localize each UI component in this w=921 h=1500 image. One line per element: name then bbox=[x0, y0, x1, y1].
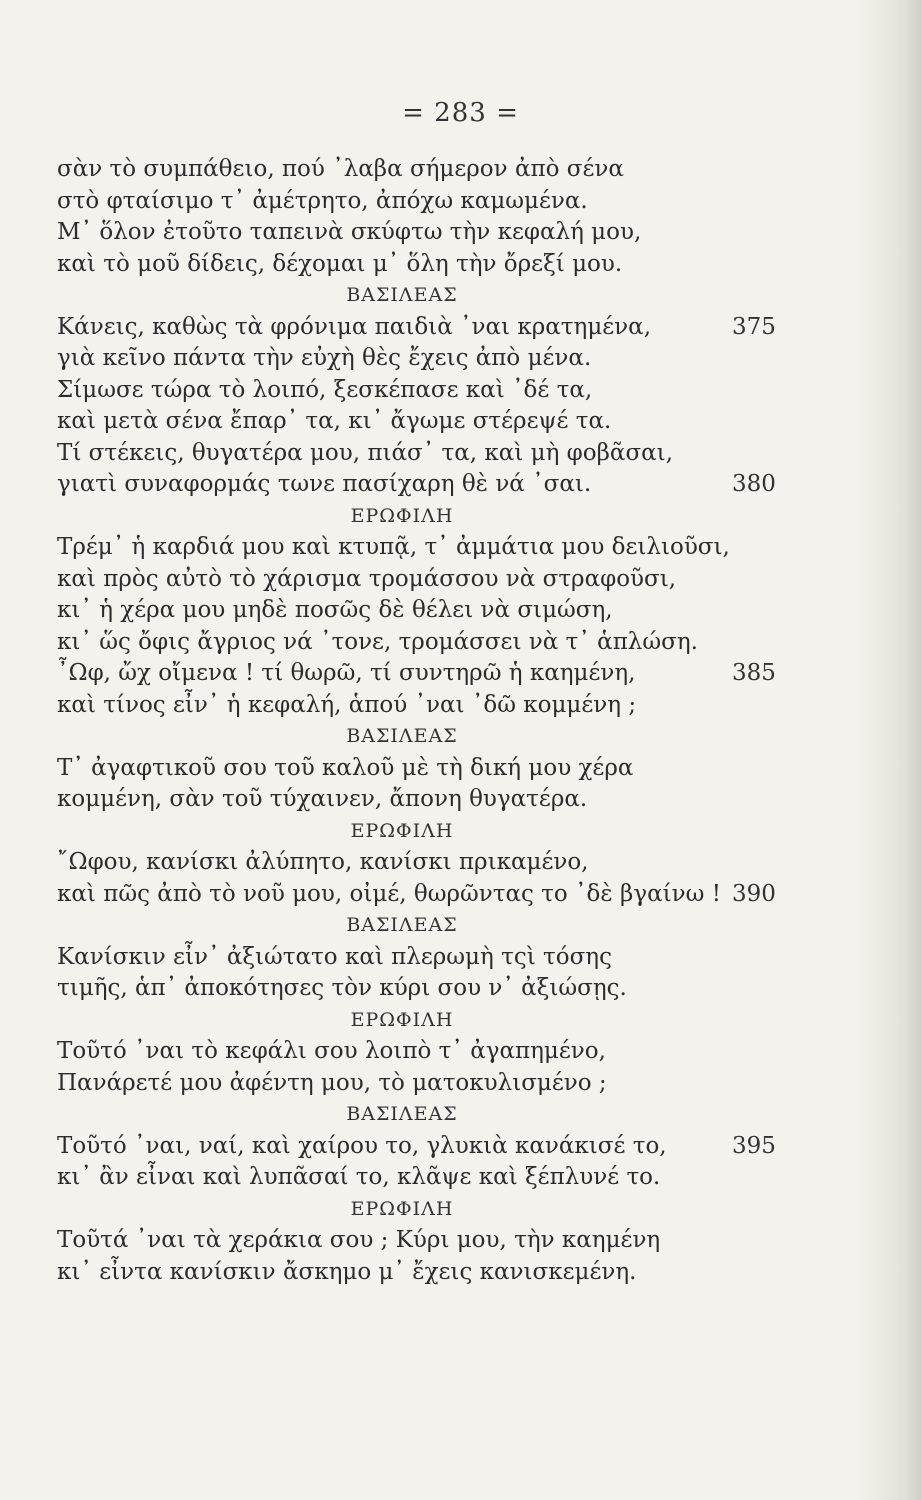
verse-text: καὶ τίνος εἶν᾿ ἡ κεφαλή, ἁπού ᾿ναι ᾿δῶ κομμένη ; bbox=[57, 691, 637, 718]
verse-text: Τοῦτά ᾿ναι τὰ χεράκια σου ; Κύρι μου, τὴν καημένη bbox=[57, 1227, 661, 1253]
verse-text: ῎Ωφου, κανίσκι ἀλύπητο, κανίσκι πρικαμένο, bbox=[57, 849, 589, 875]
speaker-name: ΒΑΣΙΛΕΑΣ bbox=[346, 1103, 458, 1125]
verse-line bbox=[57, 1131, 777, 1163]
page-number: = 283 = bbox=[402, 98, 519, 128]
speaker-name: ΒΑΣΙΛΕΑΣ bbox=[346, 914, 458, 936]
verse-line bbox=[57, 627, 777, 659]
verse-text: κι᾿ εἶντα κανίσκιν ἄσκημο μ᾿ ἔχεις κανισκεμένη. bbox=[57, 1258, 637, 1285]
speaker-name: ΕΡΩΦΙΛΗ bbox=[350, 1197, 454, 1220]
verse-line bbox=[57, 879, 777, 911]
verse-text: Κανίσκιν εἶν᾿ ἀξιώτατο καὶ πλερωμὴ τςὶ τόσης bbox=[57, 943, 612, 970]
verse-text: κι᾿ ἡ χέρα μου μηδὲ ποσῶς δὲ θέλει νὰ σιμώση, bbox=[57, 597, 613, 623]
verse-line bbox=[57, 438, 777, 470]
verse-line bbox=[57, 406, 777, 438]
verse-line bbox=[57, 312, 777, 344]
verse-text: Τοῦτό ᾿ναι, ναί, καὶ χαίρου το, γλυκιὰ κανάκισέ το, bbox=[57, 1132, 667, 1159]
speaker-name: ΒΑΣΙΛΕΑΣ bbox=[346, 725, 458, 747]
verse-text: γιὰ κεῖνο πάντα τὴν εὐχὴ θὲς ἔχεις ἀπὸ μένα. bbox=[57, 345, 592, 371]
verse-line bbox=[57, 564, 777, 596]
verse-line bbox=[57, 847, 777, 879]
verse-text: καὶ πῶς ἀπὸ τὸ νοῦ μου, οἰμέ, θωρῶντας το ᾿δὲ βγαίνω ! bbox=[57, 880, 721, 907]
verse-line bbox=[57, 942, 777, 974]
verse-text: Τί στέκεις, θυγατέρα μου, πιάσ᾿ τα, καὶ μὴ φοβᾶσαι, bbox=[57, 439, 674, 466]
poem-text bbox=[57, 154, 777, 1288]
verse-text: τιμῆς, ἁπ᾿ ἀποκότησες τὸν κύρι σου ν᾿ ἀξιώσῃς. bbox=[57, 975, 627, 1001]
page-edge bbox=[903, 0, 921, 1500]
verse-line bbox=[57, 1068, 777, 1100]
line-number: 380 bbox=[732, 471, 776, 497]
verse-text: κι᾿ ὥς ὄφις ἄγριος νά ᾿τονε, τρομάσσει νὰ τ᾿ ἁπλώση. bbox=[57, 628, 698, 655]
line-number: 390 bbox=[732, 880, 776, 907]
verse-text: Μ᾿ ὅλον ἐτοῦτο ταπεινὰ σκύφτω τὴν κεφαλή μου, bbox=[57, 219, 642, 245]
verse-text: Πανάρετέ μου ἀφέντη μου, τὸ ματοκυλισμένο ; bbox=[57, 1069, 607, 1096]
line-number: 375 bbox=[732, 313, 776, 340]
verse-line bbox=[57, 249, 777, 281]
verse-line bbox=[57, 690, 777, 722]
verse-text: Τοῦτό ᾿ναι τὸ κεφάλι σου λοιπὸ τ᾿ ἀγαπημένο, bbox=[57, 1038, 606, 1064]
verse-line bbox=[57, 154, 777, 186]
verse-line bbox=[57, 469, 777, 501]
verse-line bbox=[57, 784, 777, 816]
verse-line bbox=[57, 1162, 777, 1194]
verse-text: σὰν τὸ συμπάθειο, πού ᾿λαβα σήμερον ἀπὸ σένα bbox=[57, 156, 624, 182]
speaker-name: ΕΡΩΦΙΛΗ bbox=[350, 819, 454, 842]
speaker-name: ΕΡΩΦΙΛΗ bbox=[350, 1008, 454, 1031]
verse-text: καὶ τὸ μοῦ δίδεις, δέχομαι μ᾿ ὅλη τὴν ὄρεξί μου. bbox=[57, 250, 623, 277]
verse-line bbox=[57, 595, 777, 627]
verse-text: κι᾿ ἂν εἶναι καὶ λυπᾶσαί το, κλᾶψε καὶ ξέπλυνέ το. bbox=[57, 1164, 661, 1190]
verse-text: γιατὶ συναφορμάς τωνε πασίχαρη θὲ νά ᾿σαι. bbox=[57, 471, 592, 497]
verse-line bbox=[57, 753, 777, 785]
line-number: 385 bbox=[732, 660, 776, 686]
verse-line bbox=[57, 343, 777, 375]
verse-line bbox=[57, 532, 777, 564]
verse-text: Σίμωσε τώρα τὸ λοιπό, ξεσκέπασε καὶ ᾿δέ τα, bbox=[57, 376, 593, 403]
verse-text: Τ᾿ ἀγαφτικοῦ σου τοῦ καλοῦ μὲ τὴ δική μου χέρα bbox=[57, 754, 634, 781]
verse-line bbox=[57, 1257, 777, 1289]
verse-text: καὶ μετὰ σένα ἔπαρ᾿ τα, κι᾿ ἄγωμε στέρεψέ τα. bbox=[57, 408, 612, 434]
verse-line bbox=[57, 658, 777, 690]
verse-text: κομμένη, σὰν τοῦ τύχαινεν, ἄπονη θυγατέρα. bbox=[57, 786, 588, 812]
verse-text: Κάνεις, καθὼς τὰ φρόνιμα παιδιὰ ᾿ναι κρατημένα, bbox=[57, 313, 652, 340]
verse-line bbox=[57, 1225, 777, 1257]
verse-text: στὸ φταίσιμο τ᾿ ἀμέτρητο, ἀπόχω καμωμένα. bbox=[57, 187, 588, 214]
verse-line bbox=[57, 973, 777, 1005]
verse-text: καὶ πρὸς αὐτὸ τὸ χάρισμα τρομάσσου νὰ στραφοῦσι, bbox=[57, 565, 677, 592]
verse-text: Τρέμ᾿ ἡ καρδιά μου καὶ κτυπᾷ, τ᾿ ἀμμάτια μου δειλιοῦσι, bbox=[57, 534, 730, 560]
line-number: 395 bbox=[732, 1132, 776, 1159]
verse-line bbox=[57, 375, 777, 407]
verse-line bbox=[57, 217, 777, 249]
verse-text: ῏Ωφ, ὤχ οἴμενα ! τί θωρῶ, τί συντηρῶ ἡ καημένη, bbox=[57, 660, 636, 686]
speaker-name: ΒΑΣΙΛΕΑΣ bbox=[346, 284, 458, 306]
verse-line bbox=[57, 186, 777, 218]
verse-line bbox=[57, 1036, 777, 1068]
speaker-name: ΕΡΩΦΙΛΗ bbox=[350, 504, 454, 527]
